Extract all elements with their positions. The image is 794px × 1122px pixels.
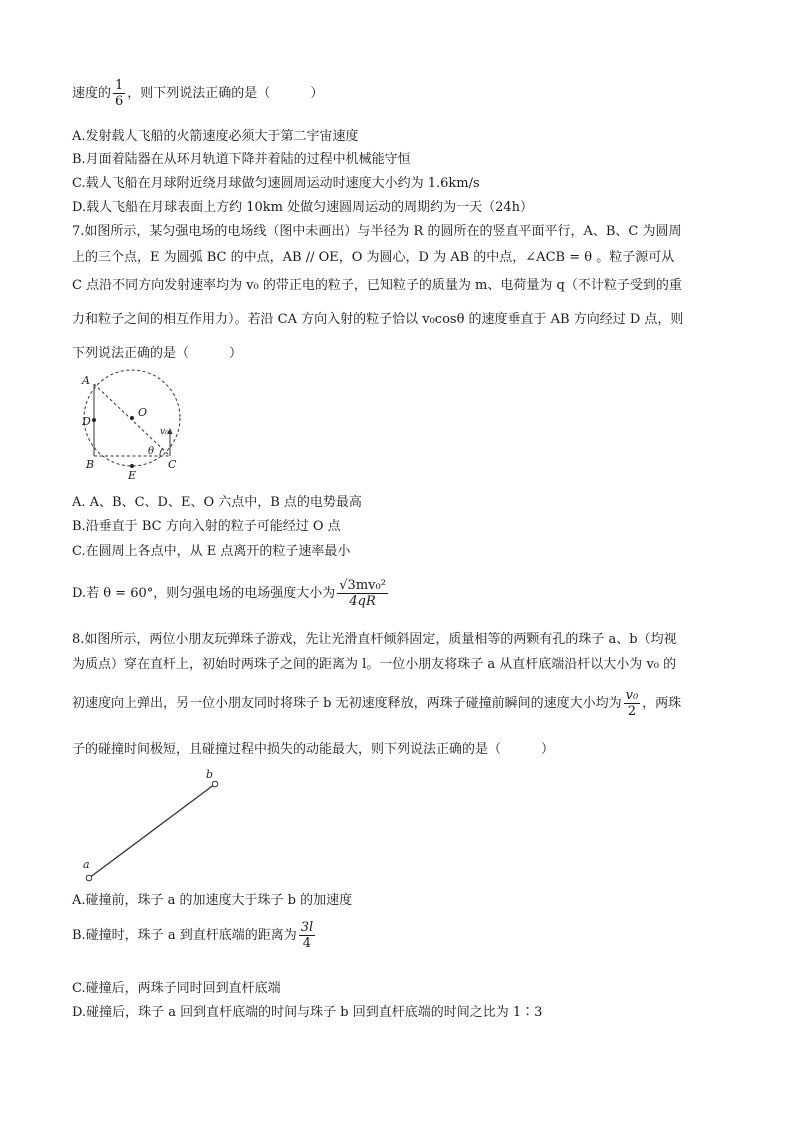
q8-label-a: a (83, 858, 90, 871)
q7-stem-line2: 上的三个点，E 为圆弧 BC 的中点，AB // OE，O 为圆心，D 为 AB 的中点，∠ACB = θ 。粒子源可从 (72, 250, 675, 265)
q6-option-c: C.载人飞船在月球附近绕月球做匀速圆周运动时速度大小约为 1.6km/s (72, 176, 480, 191)
q7-stem-line3: C 点沿不同方向发射速率均为 v₀ 的带正电的粒子，已知粒子的质量为 m、电荷量为 q（不计粒子受到的重 (72, 278, 682, 293)
q7-label-v0: v₀ (160, 427, 169, 437)
q8-label-b: b (206, 768, 214, 781)
q8-option-a: A.碰撞前，珠子 a 的加速度大于珠子 b 的加速度 (72, 893, 353, 908)
q7-circle-figure (76, 368, 194, 480)
q7-point-o (130, 416, 134, 420)
q6-option-b: B.月面着陆器在从环月轨道下降并着陆的过程中机械能守恒 (72, 152, 411, 167)
q7-point-e (130, 464, 134, 468)
fraction-three-l-over-four: $\frac{3l}{4}$ (300, 920, 314, 951)
q8-option-d: D.碰撞后，珠子 a 回到直杆底端的时间与珠子 b 回到直杆底端的时间之比为 1∶3 (72, 1005, 543, 1020)
q7-point-d (92, 418, 96, 422)
q8-rod (89, 784, 215, 878)
q7-label-b: B (86, 458, 95, 471)
q7-label-a: A (82, 374, 90, 387)
q7-angle-arc (160, 448, 163, 456)
q7-option-b: B.沿垂直于 BC 方向入射的粒子可能经过 O 点 (72, 519, 341, 534)
q7-label-c: C (168, 458, 177, 471)
q7-label-d: D (82, 415, 91, 428)
q8-stem-line2: 为质点）穿在直杆上，初始时两珠子之间的距离为 l。一位小朋友将珠子 a 从直杆底端沿杆以大小为 v₀ 的 (72, 657, 677, 672)
q7-stem-line1: 7.如图所示，某匀强电场的电场线（图中未画出）与半径为 R 的圆所在的竖直平面平行，A、B、C 为圆周 (72, 224, 682, 239)
q8-option-c: C.碰撞后，两珠子同时回到直杆底端 (72, 981, 281, 996)
q8-stem-line3: 初速度向上弹出，另一位小朋友同时将珠子 b 无初速度释放，两珠子碰撞前瞬间的速度大小均为 $\frac{\text{v₀}}{2}$ ，两珠 (72, 688, 682, 719)
q6-stem: 速度的 $\frac{1}{6}$ ，则下列说法正确的是（ ） (72, 78, 324, 109)
fraction-field-strength: $\frac{\text{√3mv₀²}}{4qR}$ (339, 578, 386, 609)
q6-option-a: A.发射载人飞船的火箭速度必须大于第二宇宙速度 (72, 129, 359, 144)
q8-stem-line4: 子的碰撞时间极短，且碰撞过程中损失的动能最大，则下列说法正确的是（ ） (72, 742, 555, 757)
q8-stem-line1: 8.如图所示，两位小朋友玩弹珠子游戏，先让光滑直杆倾斜固定，质量相等的两颗有孔的珠子 a、b（均视 (72, 632, 677, 647)
q7-option-d: D.若 θ = 60°，则匀强电场的电场强度大小为 $\frac{\text{√3mv₀²}}{4qR}$ (72, 578, 386, 609)
fraction-one-sixth: $\frac{1}{6}$ (115, 78, 124, 109)
q7-label-e: E (128, 469, 137, 480)
q7-option-a: A. A、B、C、D、E、O 六点中，B 点的电势最高 (72, 495, 362, 510)
q7-stem-line5: 下列说法正确的是（ ） (72, 346, 243, 361)
q8-bead-a (86, 875, 92, 881)
q7-label-o: O (138, 406, 148, 419)
q7-stem-line4: 力和粒子之间的相互作用力）。若沿 CA 方向入射的粒子恰以 v₀cosθ 的速度垂直于 AB 方向经过 D 点，则 (72, 312, 684, 327)
q6-option-d: D.载人飞船在月球表面上方约 10km 处做匀速圆周运动的周期约为一天（24h） (72, 200, 534, 215)
q7-label-theta: θ (148, 446, 155, 457)
fraction-half-v0: $\frac{\text{v₀}}{2}$ (625, 688, 639, 719)
q7-option-c: C.在圆周上各点中，从 E 点离开的粒子速率最小 (72, 544, 351, 559)
q8-rod-figure (80, 766, 230, 884)
q8-bead-b (212, 781, 218, 787)
q8-option-b: B.碰撞时，珠子 a 到直杆底端的距离为 $\frac{3l}{4}$ (72, 920, 314, 951)
